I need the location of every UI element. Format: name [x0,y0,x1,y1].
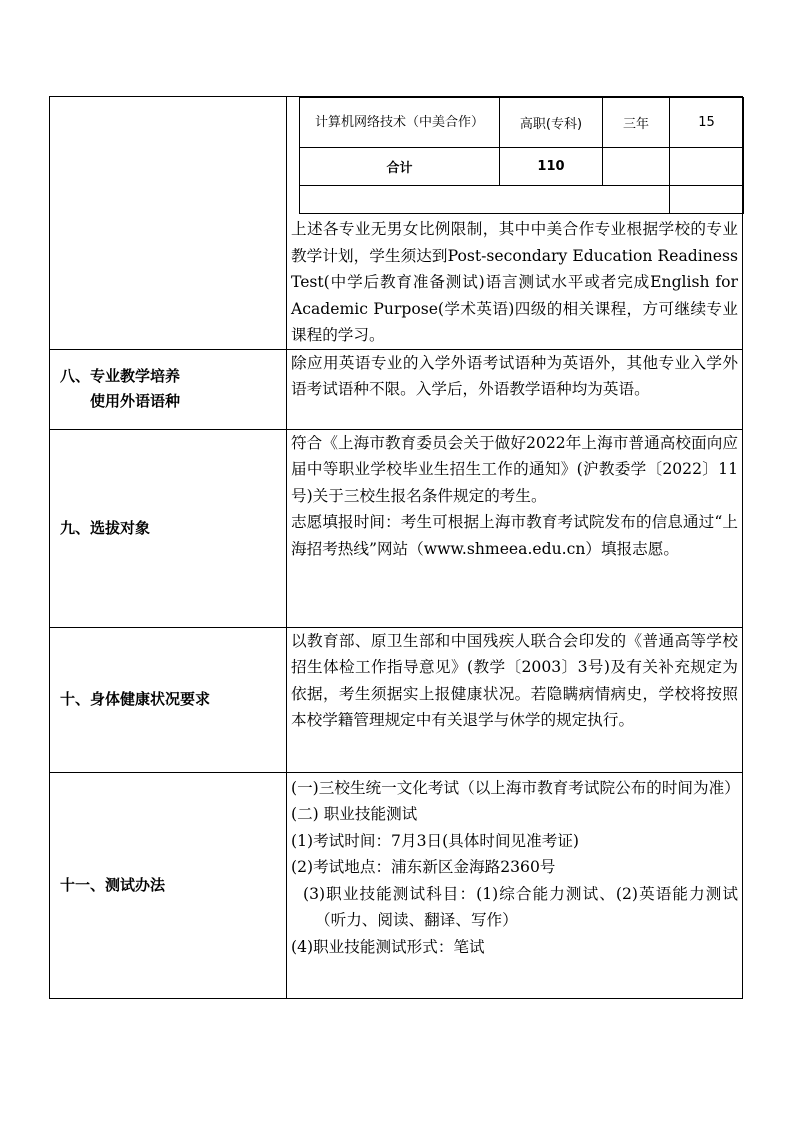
paragraph: (一)三校生统一文化考试（以上海市教育考试院公布的时间为准） [291,778,740,797]
empty-cell [670,148,744,186]
major-name-cell: 计算机网络技术（中美合作） [300,98,500,148]
section-text [287,350,742,403]
section-7-label-cell [50,97,287,350]
table-row [300,186,744,214]
paragraph: (3)职业技能测试科目：(1)综合能力测试、(2)英语能力测试（听力、阅读、翻译、写作） [303,884,738,929]
paragraph: 志愿填报时间：考生可根据上海市教育考试院发布的信息通过“上海招考热线”网站（www.shmeea.edu.cn）填报志愿。 [291,513,738,558]
section-title-line2: 使用外语语种 [90,392,181,410]
paragraph: 符合《上海市教育委员会关于做好2022年上海市普通高校面向应届中等职业学校毕业生招生工作的通知》(沪教委学〔2022〕11号)关于三校生报名条件规定的考生。 [291,433,738,505]
table-row [300,148,744,186]
major-quota-table [299,97,744,214]
section-10-row [50,627,743,772]
section-title: 十一、测试办法 [60,875,166,894]
section-7-content-cell [287,97,743,350]
table-row [300,98,744,148]
empty-cell [603,148,670,186]
empty-cell [300,186,670,214]
total-value-cell: 110 [500,148,603,186]
section-8-row [50,349,743,429]
paragraph: 以教育部、原卫生部和中国残疾人联合会印发的《普通高等学校招生体检工作指导意见》(教学〔2003〕3号)及有关补充规定为依据，考生须据实上报健康状况。若隐瞒病情病史，学校将按照本校学籍管理规定中有关退学与休学的规定执行。 [291,631,738,729]
years-cell: 三年 [603,98,670,148]
empty-cell [670,186,744,214]
section-8-content-cell [287,349,743,429]
level-cell: 高职(专科) [500,98,603,148]
paragraph: (二) 职业技能测试 [291,805,418,823]
admission-info-table [49,96,743,999]
section-text [287,430,742,563]
section-10-content-cell [287,627,743,772]
section-10-label-cell [50,627,287,772]
section-9-row [50,429,743,627]
section-label [50,430,286,627]
note-text: 上述各专业无男女比例限制，其中中美合作专业根据学校的专业教学计划，学生须达到Post-secondary Education Readiness Test(中学后教育准备测试)语言测试水平或者完成English for Academic Purpose(学术英语)四级的相关课程，方可继续专业课程的学习。 [291,220,738,344]
section-11-label-cell [50,772,287,998]
paragraph: (4)职业技能测试形式：笔试 [291,937,485,956]
section-text [287,628,742,734]
section-label [50,773,286,998]
section-9-content-cell [287,429,743,627]
total-label-cell: 合计 [300,148,500,186]
section-label [50,350,286,429]
section-text [287,773,742,961]
section-title: 九、选拔对象 [60,518,151,537]
section-title: 八、专业教学培养 [60,367,181,385]
section-title: 十、身体健康状况要求 [60,690,211,708]
section-11-row [50,772,743,998]
paragraph: (1)考试时间：7月3日(具体时间见准考证) [291,831,580,850]
section-7-row [50,97,743,350]
section-8-label-cell [50,349,287,429]
section-label [50,628,286,772]
section-11-content-cell [287,772,743,998]
section-7-note [287,214,742,349]
section-9-label-cell [50,429,287,627]
paragraph: (2)考试地点：浦东新区金海路2360号 [291,858,556,876]
count-cell: 15 [670,98,744,148]
paragraph: 除应用英语专业的入学外语考试语种为英语外，其他专业入学外语考试语种不限。入学后，外语教学语种均为英语。 [291,353,738,398]
